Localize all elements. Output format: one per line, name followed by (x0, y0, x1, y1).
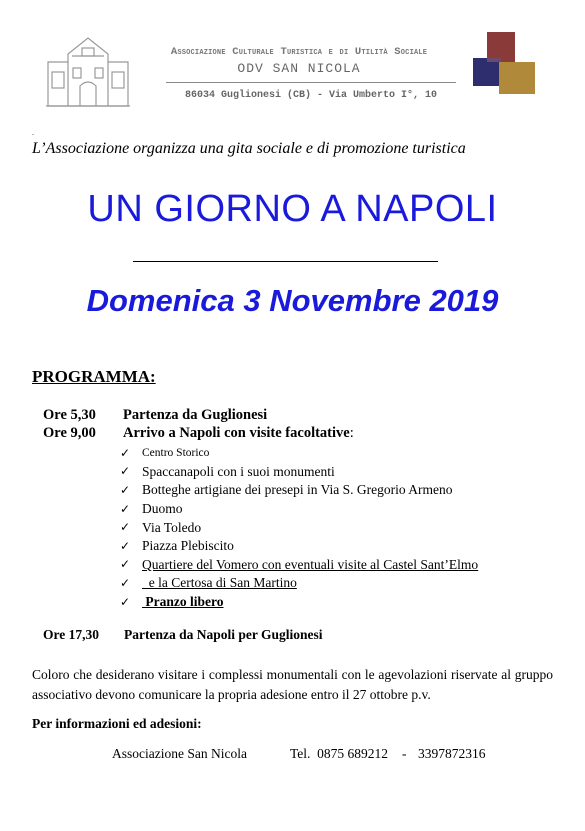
list-item: ✓ Spaccanapoli con i suoi monumenti (120, 463, 335, 479)
departure-time: Ore 5,30 (43, 407, 96, 423)
color-squares-logo-icon (471, 32, 537, 96)
arrival-desc-wrap (123, 425, 354, 442)
return-row (43, 627, 323, 643)
check-icon: ✓ (120, 557, 131, 572)
list-item: ✓ Duomo (120, 501, 183, 517)
contact-name: Associazione San Nicola (112, 746, 247, 761)
event-date: Domenica 3 Novembre 2019 (86, 283, 499, 318)
list-item: ✓ e la Certosa di San Martino (120, 575, 297, 591)
list-item: ✓ Pranzo libero (120, 594, 224, 610)
arrival-desc: Arrivo a Napoli con visite facoltative (123, 425, 350, 441)
intro-text: L’Associazione organizza una gita sociale e di promozione turistica (32, 140, 466, 157)
check-icon: ✓ (120, 594, 131, 609)
association-address: 86034 Guglionesi (CB) - Via Umberto I°, 10 (184, 90, 438, 101)
contact-mobile: 3397872316 (418, 746, 486, 761)
list-item: ✓ Piazza Plebiscito (120, 538, 234, 554)
list-item: ✓ Via Toledo (120, 519, 202, 535)
check-icon: ✓ (120, 445, 131, 460)
church-facade-icon (44, 34, 132, 108)
list-item: ✓ Botteghe artigiane dei presepi in Via S. Gregorio Armeno (120, 482, 453, 498)
arrival-row (43, 425, 354, 442)
association-name: Associazione Culturale Turistica e di Utilità Sociale (170, 46, 428, 58)
registration-note: Coloro che desiderano visitare i complessi monumentali con le agevolazioni riservate al gruppo associativo devono comunicare la propria adesione entro il 27 ottobre p.v. (32, 667, 553, 702)
check-icon: ✓ (120, 575, 131, 590)
list-item: ✓ Centro Storico (120, 445, 210, 460)
departure-desc: Partenza da Guglionesi (123, 407, 268, 423)
contact-separator: - (402, 746, 407, 761)
return-desc: Partenza da Napoli per Guglionesi (124, 627, 323, 642)
arrival-colon: : (349, 425, 354, 441)
title-divider (133, 261, 438, 262)
check-icon: ✓ (120, 464, 131, 479)
info-label: Per informazioni ed adesioni: (32, 716, 202, 731)
header-divider (166, 82, 456, 83)
programma-heading: PROGRAMMA: (32, 367, 156, 386)
check-icon: ✓ (120, 482, 131, 497)
check-icon: ✓ (120, 520, 131, 535)
visit-list (120, 444, 478, 611)
arrival-time: Ore 9,00 (43, 425, 96, 441)
stray-dot: . (32, 128, 34, 137)
list-item: ✓ Quartiere del Vomero con eventuali visite al Castel Sant’Elmo (120, 556, 479, 572)
check-icon: ✓ (120, 538, 131, 553)
association-subtitle: ODV SAN NICOLA (237, 61, 361, 76)
departure-row (43, 407, 268, 424)
return-time: Ore 17,30 (43, 627, 99, 642)
contact-phone: Tel. 0875 689212 (290, 746, 389, 761)
event-title: UN GIORNO A NAPOLI (87, 188, 498, 230)
check-icon: ✓ (120, 501, 131, 516)
